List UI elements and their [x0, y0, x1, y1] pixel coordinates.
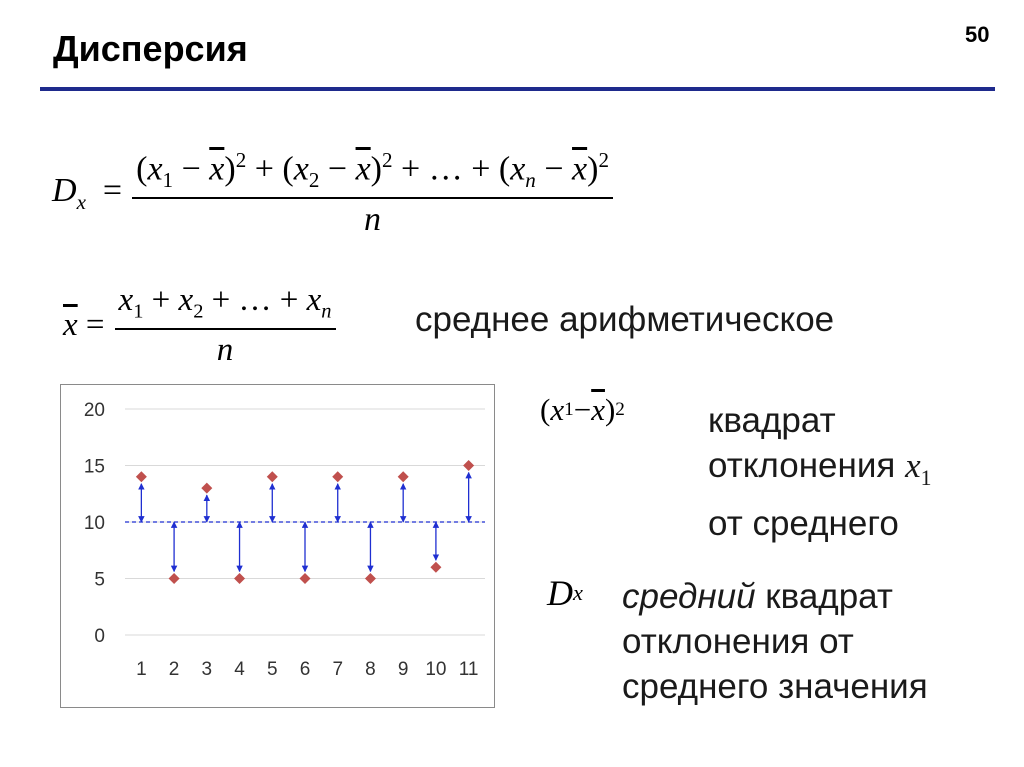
y-tick-label: 15 — [83, 456, 105, 478]
mean-formula-lhs: $\overline{x}$ = — [63, 306, 105, 343]
data-point — [201, 483, 212, 494]
y-tick-label: 5 — [94, 569, 105, 591]
data-point — [463, 460, 474, 471]
deviation-chart — [60, 384, 495, 708]
y-tick-label: 0 — [94, 626, 105, 647]
x-tick-label: 2 — [168, 659, 180, 680]
x-tick-label: 5 — [266, 659, 278, 680]
x-tick-label: 3 — [201, 659, 213, 680]
data-point — [430, 562, 441, 573]
variance-denominator: n — [132, 197, 613, 239]
x-tick-label: 9 — [397, 659, 409, 680]
mean-denominator: n — [115, 328, 336, 369]
deviation-expression: ( x 1 − $\overline{x}$ ) 2 — [540, 392, 625, 427]
variance-note-line3: среднего значения — [622, 667, 928, 706]
data-point — [169, 573, 180, 584]
data-point — [234, 573, 245, 584]
variance-note-line1: средний квадрат — [622, 577, 893, 616]
y-tick-label: 10 — [83, 513, 105, 534]
x-tick-label: 8 — [365, 659, 376, 680]
data-point — [365, 573, 376, 584]
variance-formula-lhs: $D_x$ = — [52, 172, 123, 214]
deviation-note-line3: от среднего — [708, 504, 899, 543]
x-tick-label: 11 — [458, 659, 479, 680]
variance-numerator: $(x_1 - \overline{x})^2 + (x_2 - \overline{x})^2$ + … + $(x_n - \overline{x})^2$ — [136, 148, 609, 193]
x-tick-label: 1 — [136, 659, 147, 680]
chart-canvas — [61, 385, 494, 707]
data-point — [300, 573, 311, 584]
variance-formula — [52, 148, 613, 239]
title-divider — [40, 87, 995, 91]
data-point — [398, 471, 409, 482]
x-tick-label: 4 — [234, 659, 245, 680]
mean-fraction — [115, 282, 336, 369]
variance-symbol: D x — [547, 573, 583, 613]
mean-numerator: $x_1 + x_2$ + … + $x_n$ — [118, 282, 332, 323]
y-tick-label: 20 — [83, 400, 105, 421]
mean-caption: среднее арифметическое — [415, 300, 835, 339]
data-point — [332, 471, 343, 482]
deviation-note — [708, 398, 931, 546]
x-tick-label: 6 — [299, 659, 311, 680]
variance-note — [622, 574, 928, 709]
page-number: 50 — [965, 22, 990, 47]
x-tick-label: 10 — [425, 659, 447, 680]
mean-formula — [63, 282, 336, 369]
deviation-note-line2: отклонения $x_1$ — [708, 446, 932, 490]
data-point — [136, 471, 147, 482]
variance-note-line2: отклонения от — [622, 622, 854, 661]
x-tick-label: 7 — [332, 659, 344, 680]
data-point — [267, 471, 278, 482]
deviation-note-line1: квадрат — [708, 401, 836, 440]
page-title: Дисперсия — [53, 28, 248, 69]
variance-fraction — [132, 148, 613, 239]
